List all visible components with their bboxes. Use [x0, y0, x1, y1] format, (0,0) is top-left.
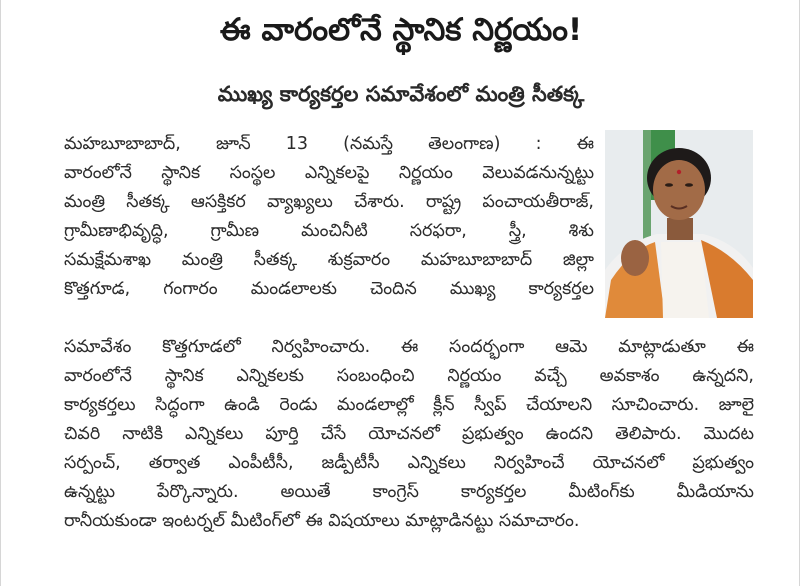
minister-photo: [605, 130, 753, 318]
headline: ఈ వారంలోనే స్థానిక నిర్ణయం!: [219, 12, 583, 48]
article-body-line: మంత్రి సీతక్క ఆసక్తికర వ్యాఖ్యలు చేశారు. రాష్ట్ర పంచాయతీరాజ్,: [64, 192, 594, 212]
article-body-line: సమక్షేమశాఖ మంత్రి సీతక్క శుక్రవారం మహబూబాబాద్ జిల్లా: [64, 250, 594, 270]
article-body-line: ఉన్నట్టు పేర్కొన్నారు. అయితే కాంగ్రెస్ కార్యకర్తల మీటింగ్‌కు మీడియాను: [64, 482, 754, 502]
article-body-line: కొత్తగూడ, గంగారం మండలాలకు చెందిన ముఖ్య కార్యకర్తల: [64, 279, 594, 299]
article-body-line: వారంలోనే స్థానిక ఎన్నికలకు సంబంధించి నిర్ణయం వచ్చే అవకాశం ఉన్నదని,: [64, 366, 754, 386]
article-body-line: రానీయకుండా ఇంటర్నల్ మీటింగ్‌లో ఈ విషయాలు మాట్లాడినట్టు సమాచారం.: [64, 511, 580, 531]
article-body-line: వారంలోనే స్థానిక సంస్థల ఎన్నికలపై నిర్ణయం వెలువడనున్నట్టు: [64, 163, 594, 183]
article-body-line: సర్పంచ్, తర్వాత ఎంపీటీసీ, జడ్పీటీసీ ఎన్నికలు నిర్వహించే యోచనలో ప్రభుత్వం: [64, 453, 754, 473]
article-body-line: గ్రామీణాభివృద్ధి, గ్రామీణ మంచినీటి సరఫరా, స్త్రీ, శిశు: [64, 221, 594, 241]
subheadline: ముఖ్య కార్యకర్తల సమావేశంలో మంత్రి సీతక్క: [217, 82, 585, 106]
portrait-image: [605, 130, 753, 318]
article-body-line: కార్యకర్తలు సిద్ధంగా ఉండి రెండు మండలాల్లో క్లీన్ స్వీప్ చేయాలని సూచించారు. జూలై: [64, 395, 754, 415]
article-body-line: సమావేశం కొత్తగూడలో నిర్వహించారు. ఈ సందర్భంగా ఆమె మాట్లాడుతూ ఈ: [64, 337, 754, 357]
article-body-line: మహబూబాబాద్, జూన్ 13 (నమస్తే తెలంగాణ) : ఈ: [64, 134, 594, 154]
article-body-line: చివరి నాటికి ఎన్నికలు పూర్తి చేసే యోచనలో ప్రభుత్వం ఉందని తెలిపారు. మొదట: [64, 424, 754, 444]
